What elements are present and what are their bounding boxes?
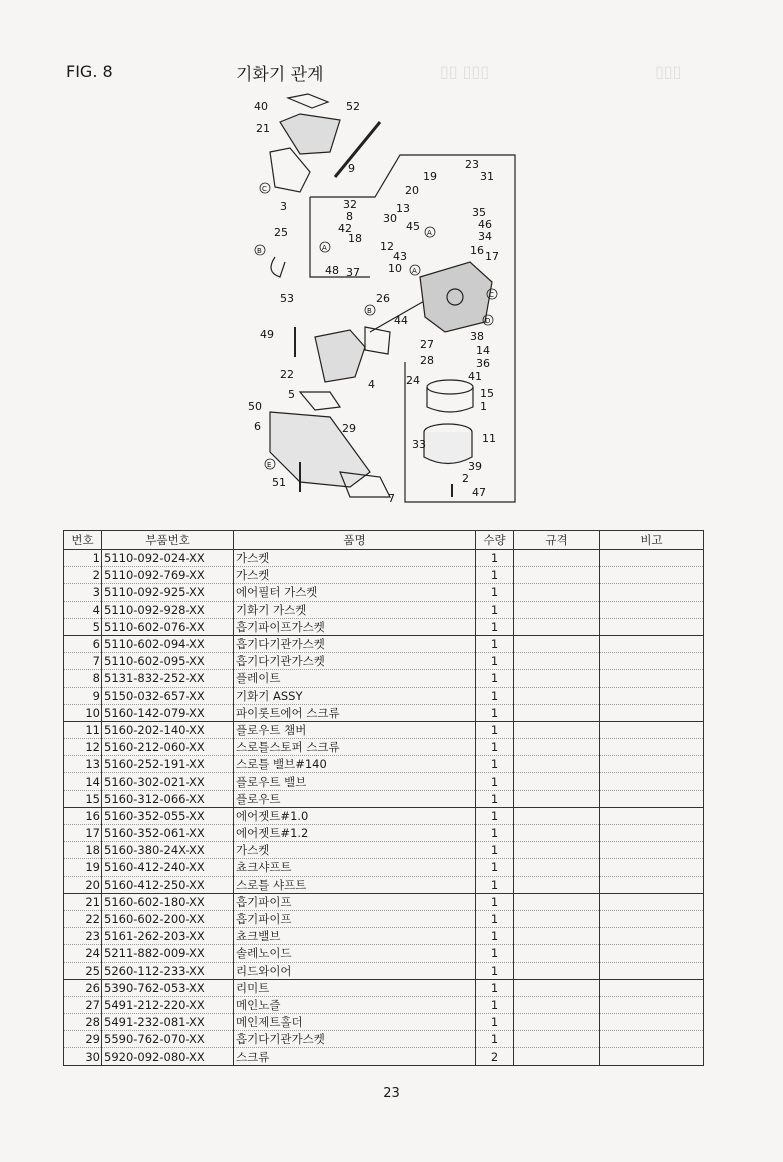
callout-label: 38 [470, 330, 484, 343]
spec-cell [514, 859, 600, 876]
part-name: 메인제트홀더 [234, 1014, 476, 1031]
callout-label: 23 [465, 158, 479, 171]
part-number: 5110-092-769-XX [102, 567, 234, 584]
remarks-cell [600, 567, 704, 584]
table-row [64, 825, 704, 842]
quantity: 1 [476, 962, 514, 979]
part-number: 5920-092-080-XX [102, 1048, 234, 1065]
table-row [64, 807, 704, 824]
spec-cell [514, 996, 600, 1013]
callout-label: 3 [280, 200, 287, 213]
callout-label: 37 [346, 266, 360, 279]
part-name: 흡기다기관가스켓 [234, 653, 476, 670]
quantity: 1 [476, 584, 514, 601]
callout-label: 31 [480, 170, 494, 183]
spec-cell [514, 756, 600, 773]
column-header: 품명 [234, 531, 476, 550]
part-number: 5160-312-066-XX [102, 790, 234, 807]
remarks-cell [600, 550, 704, 567]
remarks-cell [600, 601, 704, 618]
part-number: 5491-232-081-XX [102, 1014, 234, 1031]
bleed-through-text: ▯▯▯ ▯▯ [440, 62, 490, 81]
spec-cell [514, 842, 600, 859]
part-name: 기화기 ASSY [234, 687, 476, 704]
callout-label: 22 [280, 368, 294, 381]
table-row [64, 704, 704, 721]
part-number: 5110-602-095-XX [102, 653, 234, 670]
part-number: 5160-602-180-XX [102, 893, 234, 910]
row-number: 8 [64, 670, 102, 687]
callout-label: 51 [272, 476, 286, 489]
marker-letter: B [257, 247, 262, 255]
remarks-cell [600, 584, 704, 601]
row-number: 9 [64, 687, 102, 704]
part-name: 흡기다기관가스켓 [234, 635, 476, 652]
quantity: 1 [476, 859, 514, 876]
parts-table [63, 530, 704, 1066]
bleed-through-text: ▯▯▯ [655, 62, 682, 81]
remarks-cell [600, 945, 704, 962]
remarks-cell [600, 756, 704, 773]
callout-label: 48 [325, 264, 339, 277]
marker-letter: A [412, 267, 417, 275]
part-name: 가스켓 [234, 842, 476, 859]
part-number: 5160-142-079-XX [102, 704, 234, 721]
quantity: 1 [476, 807, 514, 824]
quantity: 1 [476, 618, 514, 635]
row-number: 17 [64, 825, 102, 842]
row-number: 25 [64, 962, 102, 979]
part-name: 플로우트 [234, 790, 476, 807]
spec-cell [514, 910, 600, 927]
table-row [64, 893, 704, 910]
callout-label: 24 [406, 374, 420, 387]
spec-cell [514, 550, 600, 567]
callout-label: 18 [348, 232, 362, 245]
remarks-cell [600, 670, 704, 687]
remarks-cell [600, 825, 704, 842]
quantity: 1 [476, 721, 514, 738]
row-number: 22 [64, 910, 102, 927]
row-number: 19 [64, 859, 102, 876]
part-number: 5160-212-060-XX [102, 739, 234, 756]
part-number: 5260-112-233-XX [102, 962, 234, 979]
quantity: 1 [476, 790, 514, 807]
callout-label: 46 [478, 218, 492, 231]
callout-label: 16 [470, 244, 484, 257]
spec-cell [514, 979, 600, 996]
part-number: 5161-262-203-XX [102, 928, 234, 945]
row-number: 29 [64, 1031, 102, 1048]
remarks-cell [600, 928, 704, 945]
table-row [64, 653, 704, 670]
table-header-row [64, 531, 704, 550]
part-number: 5160-302-021-XX [102, 773, 234, 790]
part-name: 쵸크샤프트 [234, 859, 476, 876]
row-number: 2 [64, 567, 102, 584]
carburetor-exploded-diagram [230, 92, 530, 512]
remarks-cell [600, 1048, 704, 1065]
part-name: 스로틀스토퍼 스크류 [234, 739, 476, 756]
column-header: 부품번호 [102, 531, 234, 550]
fig-label: FIG. 8 [66, 62, 113, 81]
remarks-cell [600, 1031, 704, 1048]
remarks-cell [600, 687, 704, 704]
callout-label: 26 [376, 292, 390, 305]
part-number: 5160-352-055-XX [102, 807, 234, 824]
callout-label: 29 [342, 422, 356, 435]
callout-label: 53 [280, 292, 294, 305]
row-number: 26 [64, 979, 102, 996]
remarks-cell [600, 739, 704, 756]
part-number: 5131-832-252-XX [102, 670, 234, 687]
table-row [64, 1048, 704, 1065]
row-number: 14 [64, 773, 102, 790]
marker-letter: A [322, 244, 327, 252]
table-row [64, 601, 704, 618]
spec-cell [514, 584, 600, 601]
row-number: 24 [64, 945, 102, 962]
callout-label: 41 [468, 370, 482, 383]
row-number: 30 [64, 1048, 102, 1065]
part-name: 스로틀 밸브#140 [234, 756, 476, 773]
row-number: 27 [64, 996, 102, 1013]
callout-label: 50 [248, 400, 262, 413]
spec-cell [514, 1014, 600, 1031]
quantity: 1 [476, 842, 514, 859]
callout-label: 35 [472, 206, 486, 219]
table-row [64, 1031, 704, 1048]
part-name: 흡기파이프 [234, 893, 476, 910]
spec-cell [514, 721, 600, 738]
spec-cell [514, 653, 600, 670]
callout-label: 39 [468, 460, 482, 473]
callout-label: 8 [346, 210, 353, 223]
callout-label: 30 [383, 212, 397, 225]
table-row [64, 584, 704, 601]
spec-cell [514, 893, 600, 910]
row-number: 23 [64, 928, 102, 945]
quantity: 1 [476, 825, 514, 842]
callout-label: 47 [472, 486, 486, 499]
quantity: 1 [476, 687, 514, 704]
table-row [64, 928, 704, 945]
row-number: 20 [64, 876, 102, 893]
remarks-cell [600, 962, 704, 979]
part-number: 5160-602-200-XX [102, 910, 234, 927]
table-row [64, 567, 704, 584]
remarks-cell [600, 910, 704, 927]
callout-label: 9 [348, 162, 355, 175]
part-number: 5160-202-140-XX [102, 721, 234, 738]
part-name: 흡기파이프 [234, 910, 476, 927]
part-name: 스크류 [234, 1048, 476, 1065]
spec-cell [514, 1048, 600, 1065]
part-number: 5110-092-024-XX [102, 550, 234, 567]
marker-letter: D [485, 317, 491, 325]
part-number: 5160-252-191-XX [102, 756, 234, 773]
table-row [64, 618, 704, 635]
part-name: 메인노즐 [234, 996, 476, 1013]
marker-letter: C [262, 185, 267, 193]
callout-label: 6 [254, 420, 261, 433]
callout-label: 52 [346, 100, 360, 113]
callout-label: 13 [396, 202, 410, 215]
part-number: 5110-092-928-XX [102, 601, 234, 618]
remarks-cell [600, 704, 704, 721]
callout-label: 17 [485, 250, 499, 263]
callout-label: 10 [388, 262, 402, 275]
table-row [64, 739, 704, 756]
callout-label: 43 [393, 250, 407, 263]
marker-letter: A [427, 229, 432, 237]
quantity: 1 [476, 756, 514, 773]
remarks-cell [600, 876, 704, 893]
part-number: 5211-882-009-XX [102, 945, 234, 962]
callout-label: 44 [394, 314, 408, 327]
table-row [64, 996, 704, 1013]
quantity: 1 [476, 635, 514, 652]
table-row [64, 979, 704, 996]
table-row [64, 962, 704, 979]
marker-letter: B [367, 307, 372, 315]
callout-label: 19 [423, 170, 437, 183]
remarks-cell [600, 859, 704, 876]
table-row [64, 945, 704, 962]
row-number: 11 [64, 721, 102, 738]
quantity: 1 [476, 653, 514, 670]
quantity: 1 [476, 928, 514, 945]
row-number: 28 [64, 1014, 102, 1031]
table-row [64, 910, 704, 927]
table-row [64, 687, 704, 704]
part-number: 5160-412-250-XX [102, 876, 234, 893]
quantity: 2 [476, 1048, 514, 1065]
callout-label: 5 [288, 388, 295, 401]
spec-cell [514, 790, 600, 807]
remarks-cell [600, 893, 704, 910]
parts-table-body [64, 550, 704, 1066]
callout-label: 2 [462, 472, 469, 485]
quantity: 1 [476, 739, 514, 756]
quantity: 1 [476, 876, 514, 893]
remarks-cell [600, 773, 704, 790]
spec-cell [514, 739, 600, 756]
part-name: 리미트 [234, 979, 476, 996]
part-number: 5491-212-220-XX [102, 996, 234, 1013]
callout-label: 14 [476, 344, 490, 357]
row-number: 16 [64, 807, 102, 824]
callout-label: 15 [480, 387, 494, 400]
table-row [64, 842, 704, 859]
column-header: 규격 [514, 531, 600, 550]
callout-label: 21 [256, 122, 270, 135]
part-name: 플로우트 챔버 [234, 721, 476, 738]
quantity: 1 [476, 601, 514, 618]
callout-label: 40 [254, 100, 268, 113]
row-number: 6 [64, 635, 102, 652]
callout-label: 4 [368, 378, 375, 391]
spec-cell [514, 876, 600, 893]
part-number: 5110-602-094-XX [102, 635, 234, 652]
callout-label: 11 [482, 432, 496, 445]
spec-cell [514, 962, 600, 979]
part-name: 가스켓 [234, 550, 476, 567]
row-number: 15 [64, 790, 102, 807]
spec-cell [514, 618, 600, 635]
marker-letter: C [489, 291, 494, 299]
row-number: 13 [64, 756, 102, 773]
remarks-cell [600, 653, 704, 670]
remarks-cell [600, 807, 704, 824]
callout-label: 1 [480, 400, 487, 413]
table-row [64, 670, 704, 687]
quantity: 1 [476, 945, 514, 962]
table-row [64, 1014, 704, 1031]
part-name: 스로틀 샤프트 [234, 876, 476, 893]
part-name: 플레이트 [234, 670, 476, 687]
spec-cell [514, 635, 600, 652]
part-name: 가스켓 [234, 567, 476, 584]
callout-label: 36 [476, 357, 490, 370]
part-number: 5160-412-240-XX [102, 859, 234, 876]
table-row [64, 859, 704, 876]
quantity: 1 [476, 979, 514, 996]
callout-label: 25 [274, 226, 288, 239]
part-number: 5590-762-070-XX [102, 1031, 234, 1048]
marker-letter: E [267, 461, 272, 469]
table-row [64, 773, 704, 790]
row-number: 5 [64, 618, 102, 635]
part-name: 플로우트 밸브 [234, 773, 476, 790]
part-name: 흡기다기관가스켓 [234, 1031, 476, 1048]
callout-label: 27 [420, 338, 434, 351]
callout-label: 20 [405, 184, 419, 197]
quantity: 1 [476, 550, 514, 567]
table-row [64, 550, 704, 567]
spec-cell [514, 945, 600, 962]
quantity: 1 [476, 1014, 514, 1031]
part-name: 흡기파이프가스켓 [234, 618, 476, 635]
row-number: 4 [64, 601, 102, 618]
part-number: 5160-352-061-XX [102, 825, 234, 842]
remarks-cell [600, 1014, 704, 1031]
spec-cell [514, 670, 600, 687]
remarks-cell [600, 790, 704, 807]
callout-label: 42 [338, 222, 352, 235]
spec-cell [514, 687, 600, 704]
remarks-cell [600, 618, 704, 635]
part-number: 5150-032-657-XX [102, 687, 234, 704]
part-name: 에어젯트#1.0 [234, 807, 476, 824]
fig-title: 기화기 관계 [236, 65, 324, 85]
part-number: 5390-762-053-XX [102, 979, 234, 996]
part-name: 에어필터 가스켓 [234, 584, 476, 601]
table-row [64, 635, 704, 652]
row-number: 1 [64, 550, 102, 567]
callout-label: 32 [343, 198, 357, 211]
row-number: 3 [64, 584, 102, 601]
spec-cell [514, 601, 600, 618]
quantity: 1 [476, 1031, 514, 1048]
quantity: 1 [476, 996, 514, 1013]
remarks-cell [600, 842, 704, 859]
part-number: 5110-092-925-XX [102, 584, 234, 601]
remarks-cell [600, 996, 704, 1013]
part-name: 기화기 가스켓 [234, 601, 476, 618]
column-header: 비고 [600, 531, 704, 550]
part-name: 에어젯트#1.2 [234, 825, 476, 842]
table-row [64, 790, 704, 807]
column-header: 번호 [64, 531, 102, 550]
callout-label: 33 [412, 438, 426, 451]
row-number: 21 [64, 893, 102, 910]
row-number: 12 [64, 739, 102, 756]
part-name: 리드와이어 [234, 962, 476, 979]
row-number: 10 [64, 704, 102, 721]
quantity: 1 [476, 567, 514, 584]
callout-label: 45 [406, 220, 420, 233]
table-row [64, 876, 704, 893]
quantity: 1 [476, 670, 514, 687]
quantity: 1 [476, 893, 514, 910]
remarks-cell [600, 979, 704, 996]
table-row [64, 721, 704, 738]
part-name: 쵸크밸브 [234, 928, 476, 945]
quantity: 1 [476, 773, 514, 790]
callout-label: 49 [260, 328, 274, 341]
spec-cell [514, 928, 600, 945]
part-number: 5110-602-076-XX [102, 618, 234, 635]
column-header: 수량 [476, 531, 514, 550]
spec-cell [514, 567, 600, 584]
table-row [64, 756, 704, 773]
part-number: 5160-380-24X-XX [102, 842, 234, 859]
page-number: 23 [383, 1086, 400, 1101]
remarks-cell [600, 635, 704, 652]
spec-cell [514, 825, 600, 842]
callout-label: 34 [478, 230, 492, 243]
callout-label: 7 [388, 492, 395, 505]
row-number: 7 [64, 653, 102, 670]
quantity: 1 [476, 704, 514, 721]
remarks-cell [600, 721, 704, 738]
spec-cell [514, 807, 600, 824]
spec-cell [514, 704, 600, 721]
spec-cell [514, 773, 600, 790]
part-name: 솔레노이드 [234, 945, 476, 962]
quantity: 1 [476, 910, 514, 927]
callout-label: 28 [420, 354, 434, 367]
callout-label: 12 [380, 240, 394, 253]
part-name: 파이롯트에어 스크류 [234, 704, 476, 721]
row-number: 18 [64, 842, 102, 859]
spec-cell [514, 1031, 600, 1048]
